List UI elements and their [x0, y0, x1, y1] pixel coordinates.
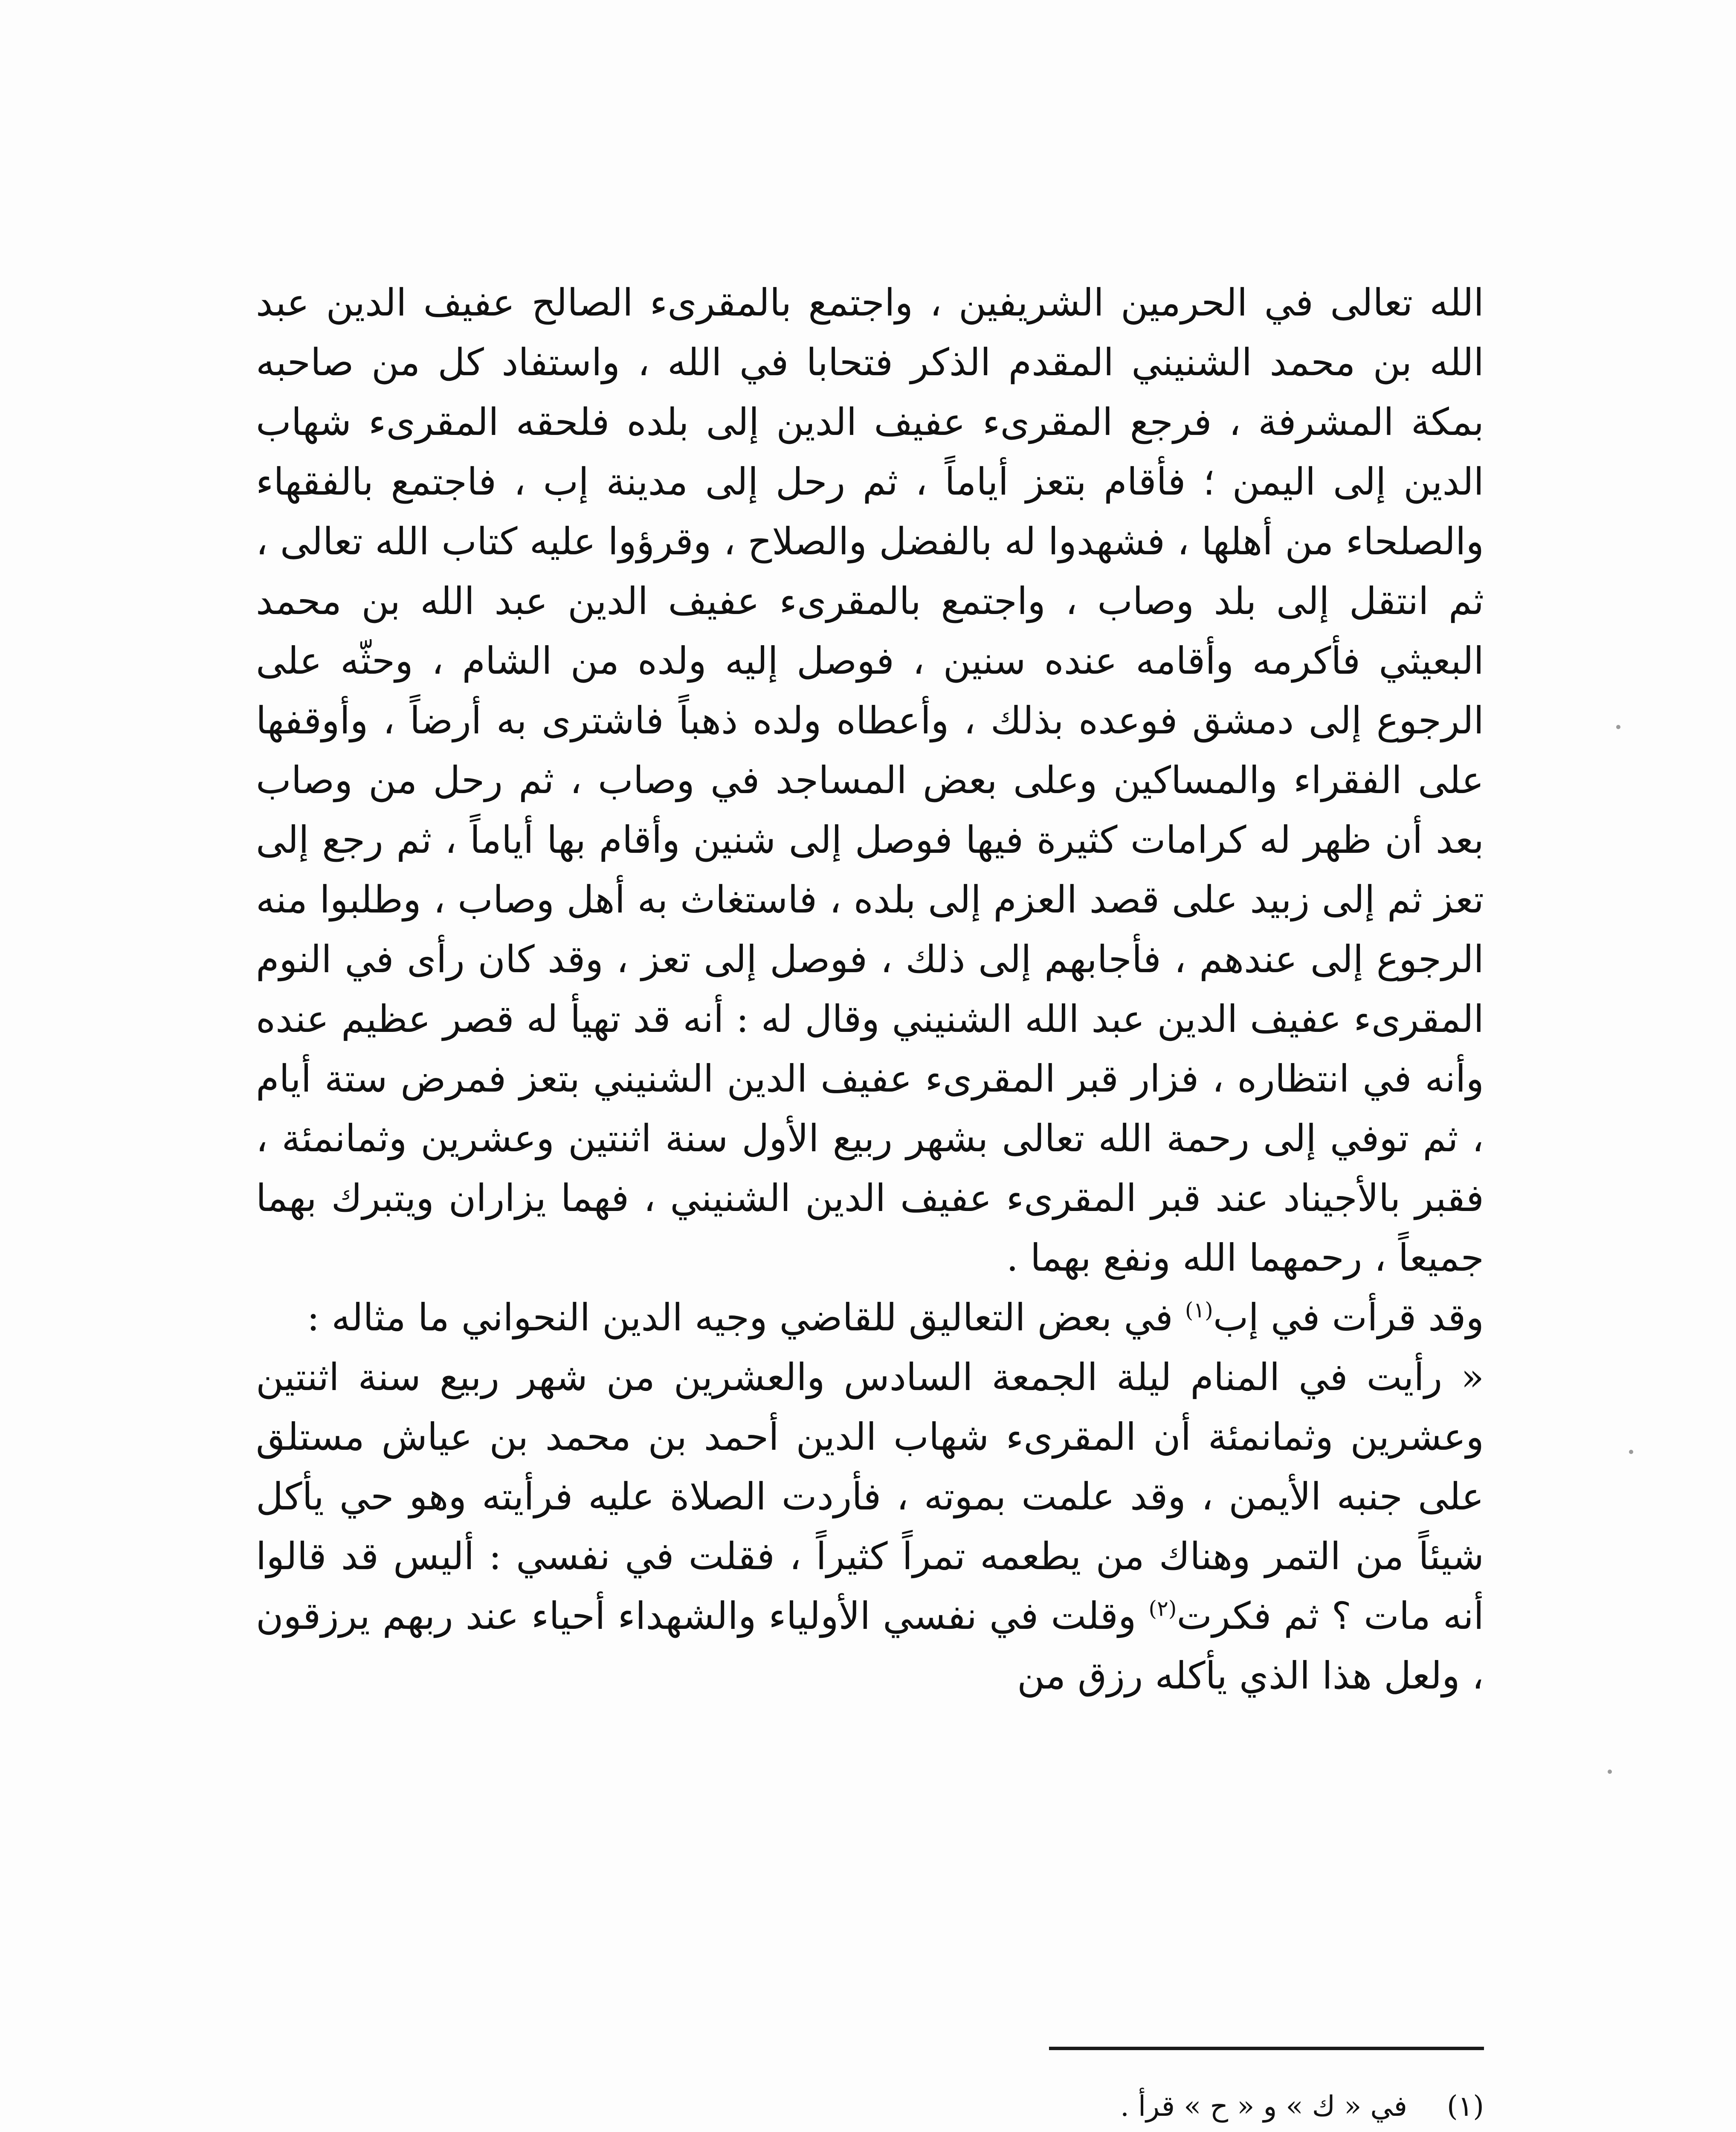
- paragraph-quote: [256, 1347, 1484, 1706]
- footnote-separator: [1049, 2047, 1484, 2050]
- footnote-number: [1433, 2130, 1484, 2132]
- footnote-text: [1172, 2130, 1407, 2132]
- quote-text-after: وقلت في نفسي الأولياء والشهداء أحياء عند ربهم يرزقون ، ولعل هذا الذي يأكله رزق من: [256, 1594, 1484, 1697]
- footnote-ref-1[interactable]: (١): [1185, 1298, 1213, 1323]
- footnote-ref-2[interactable]: (٢): [1148, 1596, 1177, 1621]
- scan-speck: [1616, 725, 1620, 729]
- footnotes: [256, 2083, 1484, 2132]
- body-text: [256, 273, 1484, 1706]
- paragraph-main: الله تعالى في الحرمين الشريفين ، واجتمع بالمقرىء الصالح عفيف الدين عبد الله بن محمد الشنيني المقدم الذكر فتحابا في الله ، واستفاد كل من صاحبه بمكة المشرفة ، فرجع المقرىء عفيف الدين إلى بلده فلحقه المقرىء شهاب الدين إلى اليمن ؛ فأقام بتعز أياماً ، ثم رحل إلى مدينة إب ، فاجتمع بالفقهاء والصلحاء من أهلها ، فشهدوا له بالفضل والصلاح ، وقرؤوا عليه كتاب الله تعالى ، ثم انتقل إلى بلد وصاب ، واجتمع بالمقرىء عفيف الدين عبد الله بن محمد البعيثي فأكرمه وأقامه عنده سنين ، فوصل إليه ولده من الشام ، وحثّه على الرجوع إلى دمشق فوعده بذلك ، وأعطاه ولده ذهباً فاشترى به أرضاً ، وأوقفها على الفقراء والمساكين وعلى بعض المساجد في وصاب ، ثم رحل من وصاب بعد أن ظهر له كرامات كثيرة فيها فوصل إلى شنين وأقام بها أياماً ، ثم رجع إلى تعز ثم إلى زبيد على قصد العزم إلى بلده ، فاستغاث به أهل وصاب ، وطلبوا منه الرجوع إلى عندهم ، فأجابهم إلى ذلك ، فوصل إلى تعز ، وقد كان رأى في النوم المقرىء عفيف الدين عبد الله الشنيني وقال له : أنه قد تهيأ له قصر عظيم عنده وأنه في انتظاره ، فزار قبر المقرىء عفيف الدين الشنيني بتعز فمرض ستة أيام ، ثم توفي إلى رحمة الله تعالى بشهر ربيع الأول سنة اثنتين وعشرين وثمانمئة ، فقبر بالأجيناد عند قبر المقرىء عفيف الدين الشنيني ، فهما يزاران ويتبرك بهما جميعاً ، رحمهما الله ونفع بهما .: [256, 281, 1484, 1280]
- footnote-text: في « ك » و « ح » قرأ .: [1120, 2090, 1407, 2123]
- intro-text-before: وقد قرأت في إب: [1213, 1295, 1484, 1339]
- paragraph-intro: [256, 1288, 1484, 1347]
- intro-text-after: في بعض التعاليق للقاضي وجيه الدين النحواني ما مثاله :: [307, 1295, 1185, 1339]
- scan-speck: [1608, 1770, 1612, 1774]
- scan-speck: [1629, 1450, 1633, 1454]
- footnote-1: [256, 2083, 1484, 2130]
- footnote-2: [256, 2130, 1484, 2132]
- footnote-number: (١): [1447, 2090, 1484, 2123]
- quote-text-before: « رأيت في المنام ليلة الجمعة السادس والعشرين من شهر ربيع سنة اثنتين وعشرين وثمانمئة أن المقرىء شهاب الدين أحمد بن محمد بن عياش مستلق على جنبه الأيمن ، وقد علمت بموته ، فأردت الصلاة عليه فرأيته وهو حي يأكل شيئاً من التمر وهناك من يطعمه تمراً كثيراً ، فقلت في نفسي : أليس قد قالوا أنه مات ؟ ثم فكرت: [256, 1355, 1484, 1638]
